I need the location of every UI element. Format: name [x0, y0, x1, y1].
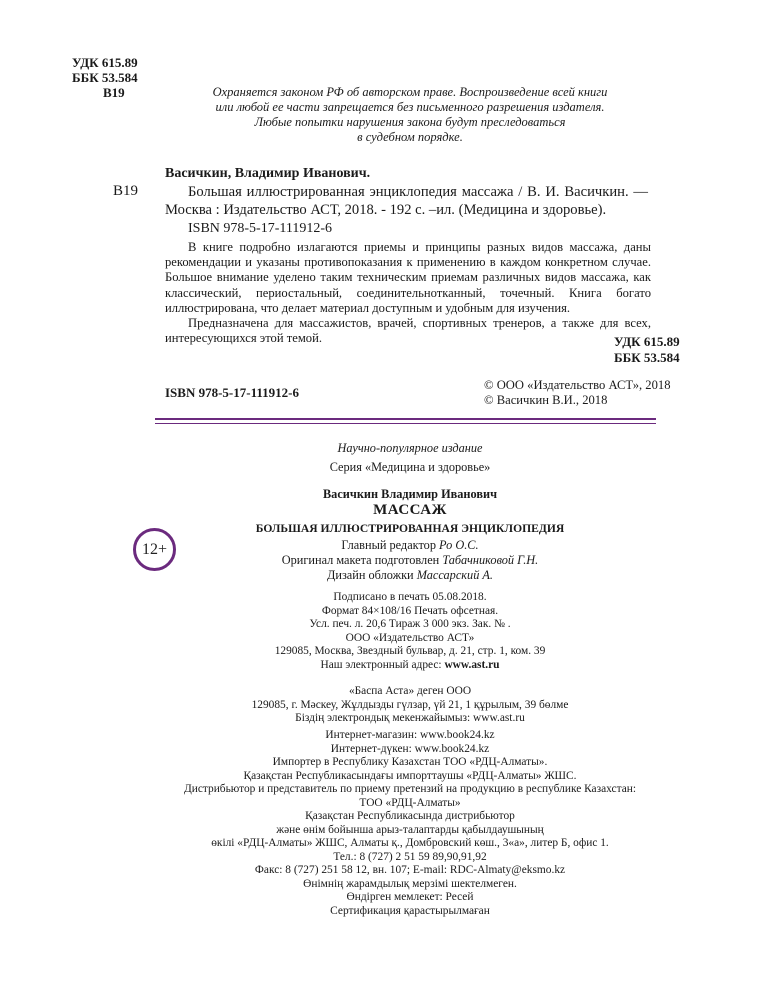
copyright-line: © Васичкин В.И., 2018	[484, 393, 608, 407]
print-line: Формат 84×108/16 Печать офсетная.	[321, 604, 499, 617]
print-line: Подписано в печать 05.08.2018.	[333, 591, 487, 603]
kz-line: Қазақстан Республикасында дистрибьютор	[305, 810, 515, 822]
bib-author-mark: В19	[113, 183, 139, 199]
imprint-author: Васичкин Владимир Иванович	[322, 487, 498, 501]
kz-line: Біздің электрондық мекенжайымыз: www.ast.ru	[295, 712, 525, 724]
print-line: ООО «Издательство АСТ»	[345, 631, 475, 644]
kz-line: Өндірген мемлекет: Ресей	[346, 891, 474, 903]
bib-publisher-line: Москва : Издательство АСТ, 2018. - 192 с. –ил. (Медицина и здоровье).	[165, 202, 607, 218]
annotation-paragraph: В книге подробно излагаются приемы и принципы разных видов массажа, даны рекомендации и указаны противопоказания к применению в каждом конкретном случае. Большое внимание уделено таким техническим приемам различных видов массажа, как классический, периостальный, соединительнотканный, точечный. Книга богато иллюстрирована, что делает материал доступным и удобным для изучения.	[165, 240, 651, 315]
udk-code: УДК 615.89	[72, 55, 138, 70]
kz-line: Өнімнің жарамдылық мерзімі шектелмеген.	[303, 877, 517, 890]
udk-code: УДК 615.89	[614, 334, 680, 349]
author-mark: В19	[103, 85, 125, 100]
editor-line	[160, 538, 660, 553]
bbk-code: ББК 53.584	[72, 70, 138, 85]
cover-line	[160, 568, 660, 583]
layout-label: Оригинал макета подготовлен	[281, 553, 443, 567]
print-line: Усл. печ. л. 20,6 Тираж 3 000 экз. Зак. № .	[309, 618, 511, 630]
imprint-title: МАССАЖ	[373, 502, 447, 518]
copyright-holders	[484, 378, 671, 408]
kz-line: Қазақстан Республикасындағы импорттаушы «РДЦ-Алматы» ЖШС.	[243, 769, 577, 782]
editor-label: Главный редактор	[341, 538, 440, 552]
notice-line: Охраняется законом РФ об авторском праве. Воспроизведение всей книги	[212, 85, 608, 99]
bib-isbn: ISBN 978-5-17-111912-6	[188, 221, 333, 236]
copyright-notice	[180, 85, 640, 145]
isbn-bottom: ISBN 978-5-17-111912-6	[165, 385, 299, 400]
print-line: 129085, Москва, Звездный бульвар, д. 21, стр. 1, ком. 39	[274, 645, 546, 657]
notice-line: в судебном порядке.	[357, 130, 463, 144]
divider	[155, 418, 656, 420]
classification-right	[614, 334, 680, 366]
annotation-paragraph: Предназначена для массажистов, врачей, спортивных тренеров, а также для всех, интересующихся этой темой.	[165, 316, 651, 346]
kz-line: Сертификация қарастырылмаған	[330, 904, 490, 917]
editor-name: Ро О.С.	[439, 538, 479, 552]
kz-line: өкілі «РДЦ-Алматы» ЖШС, Алматы қ., Домбровский көш., 3«а», литер Б, офис 1.	[211, 837, 609, 849]
layout-line	[160, 553, 660, 568]
email-line	[160, 659, 660, 673]
kz-line: «Баспа Аста» деген ООО	[348, 685, 472, 697]
kz-line: Тел.: 8 (727) 2 51 59 89,90,91,92	[333, 850, 487, 863]
edition-type: Научно-популярное издание	[337, 441, 483, 455]
kz-line: ТОО «РДЦ-Алматы»	[359, 796, 461, 809]
email-value: www.ast.ru	[444, 658, 500, 671]
notice-line: или любой ее части запрещается без письменного разрешения издателя.	[215, 100, 605, 114]
bib-author: Васичкин, Владимир Иванович.	[165, 166, 371, 181]
series: Серия «Медицина и здоровье»	[329, 460, 491, 474]
copyright-line: © ООО «Издательство АСТ», 2018	[484, 378, 671, 392]
notice-line: Любые попытки нарушения закона будут преследоваться	[254, 115, 566, 129]
imprint-subtitle: БОЛЬШАЯ ИЛЛЮСТРИРОВАННАЯ ЭНЦИКЛОПЕДИЯ	[255, 522, 565, 535]
layout-name: Табачниковой Г.Н.	[442, 553, 539, 567]
age-rating-badge: 12+	[133, 528, 176, 571]
divider	[155, 423, 656, 424]
kz-line: 129085, г. Мәскеу, Жұлдызды гүлзар, үй 21, 1 құрылым, 39 бөлме	[251, 698, 569, 711]
kz-line: Факс: 8 (727) 251 58 12, вн. 107; E-mail: RDC-Almaty@eksmo.kz	[254, 864, 566, 876]
bib-title-line: Большая иллюстрированная энциклопедия массажа / В. И. Васичкин. —	[188, 184, 648, 200]
cover-name: Массарский А.	[416, 568, 493, 582]
cover-label: Дизайн обложки	[326, 568, 417, 582]
annotation	[165, 240, 651, 346]
kz-line: Интернет-магазин: www.book24.kz	[325, 729, 495, 741]
email-label: Наш электронный адрес:	[320, 658, 445, 671]
kz-line: Интернет-дүкен: www.book24.kz	[330, 742, 490, 755]
kz-line: Импортер в Республику Казахстан ТОО «РДЦ-Алматы».	[272, 756, 548, 768]
kz-line: және өнім бойынша арыз-талаптарды қабылдаушының	[276, 823, 544, 836]
classification-block	[72, 55, 138, 100]
bbk-code: ББК 53.584	[614, 350, 680, 365]
kz-line: Дистрибьютор и представитель по приему претензий на продукцию в республике Казахстан:	[183, 783, 637, 795]
